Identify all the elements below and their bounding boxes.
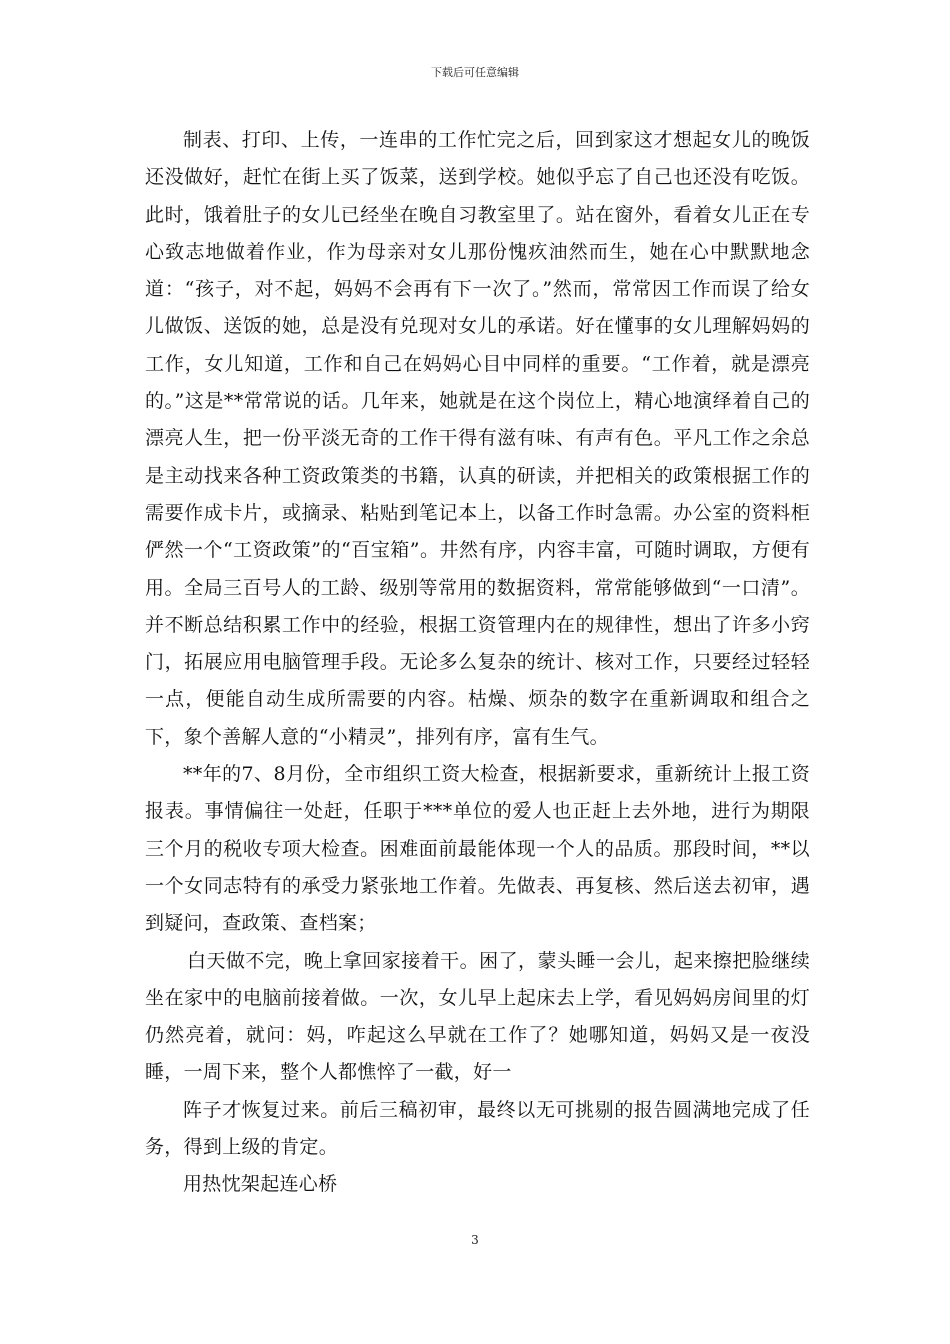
document-body [145, 122, 810, 1204]
paragraph-1: 制表、打印、上传，一连串的工作忙完之后，回到家这才想起女儿的晚饭还没做好，赶忙在街上买了饭菜，送到学校。她似乎忘了自己也还没有吃饭。此时，饿着肚子的女儿已经坐在晚自习教室里了。站在窗外，看着女儿正在专心致志地做着作业，作为母亲对女儿那份愧疚油然而生，她在心中默默地念道：“孩子，对不起，妈妈不会再有下一次了。”然而，常常因工作而误了给女儿做饭、送饭的她，总是没有兑现对女儿的承诺。好在懂事的女儿理解妈妈的工作，女儿知道，工作和自己在妈妈心目中同样的重要。“工作着，就是漂亮的。”这是**常常说的话。几年来，她就是在这个岗位上，精心地演绎着自己的漂亮人生，把一份平淡无奇的工作干得有滋有味、有声有色。平凡工作之余总是主动找来各种工资政策类的书籍，认真的研读，并把相关的政策根据工作的需要作成卡片，或摘录、粘贴到笔记本上，以备工作时急需。办公室的资料柜俨然一个“工资政策”的“百宝箱”。井然有序，内容丰富，可随时调取，方便有用。全局三百号人的工龄、级别等常用的数据资料，常常能够做到“一口清”。并不断总结积累工作中的经验，根据工资管理内在的规律性，想出了许多小窍门，拓展应用电脑管理手段。无论多么复杂的统计、核对工作，只要经过轻轻一点，便能自动生成所需要的内容。枯燥、烦杂的数字在重新调取和组合之下，象个善解人意的“小精灵”，排列有序，富有生气。 [145, 129, 810, 748]
section-heading: 用热忱架起连心桥 [183, 1173, 338, 1196]
paragraph-4: 阵子才恢复过来。前后三稿初审，最终以无可挑剔的报告圆满地完成了任务，得到上级的肯定。 [145, 1098, 810, 1159]
paragraph-2: **年的7、8月份，全市组织工资大检查，根据新要求，重新统计上报工资报表。事情偏往一处赶，任职于***单位的爱人也正赶上去外地，进行为期限三个月的税收专项大检查。困难面前最能体现一个人的品质。那段时间，**以一个女同志特有的承受力紧张地工作着。先做表、再复核、然后送去初审，遇到疑问，查政策、查档案； [145, 763, 810, 935]
paragraph-3: 白天做不完，晚上拿回家接着干。困了，蒙头睡一会儿，起来擦把脸继续坐在家中的电脑前接着做。一次，女儿早上起床去上学，看见妈妈房间里的灯仍然亮着，就问：妈，咋起这么早就在工作了？她哪知道，妈妈又是一夜没睡，一周下来，整个人都憔悴了一截，好一 [145, 949, 810, 1084]
page-number: 3 [471, 1233, 479, 1247]
page-header: 下载后可任意编辑 [431, 66, 519, 79]
